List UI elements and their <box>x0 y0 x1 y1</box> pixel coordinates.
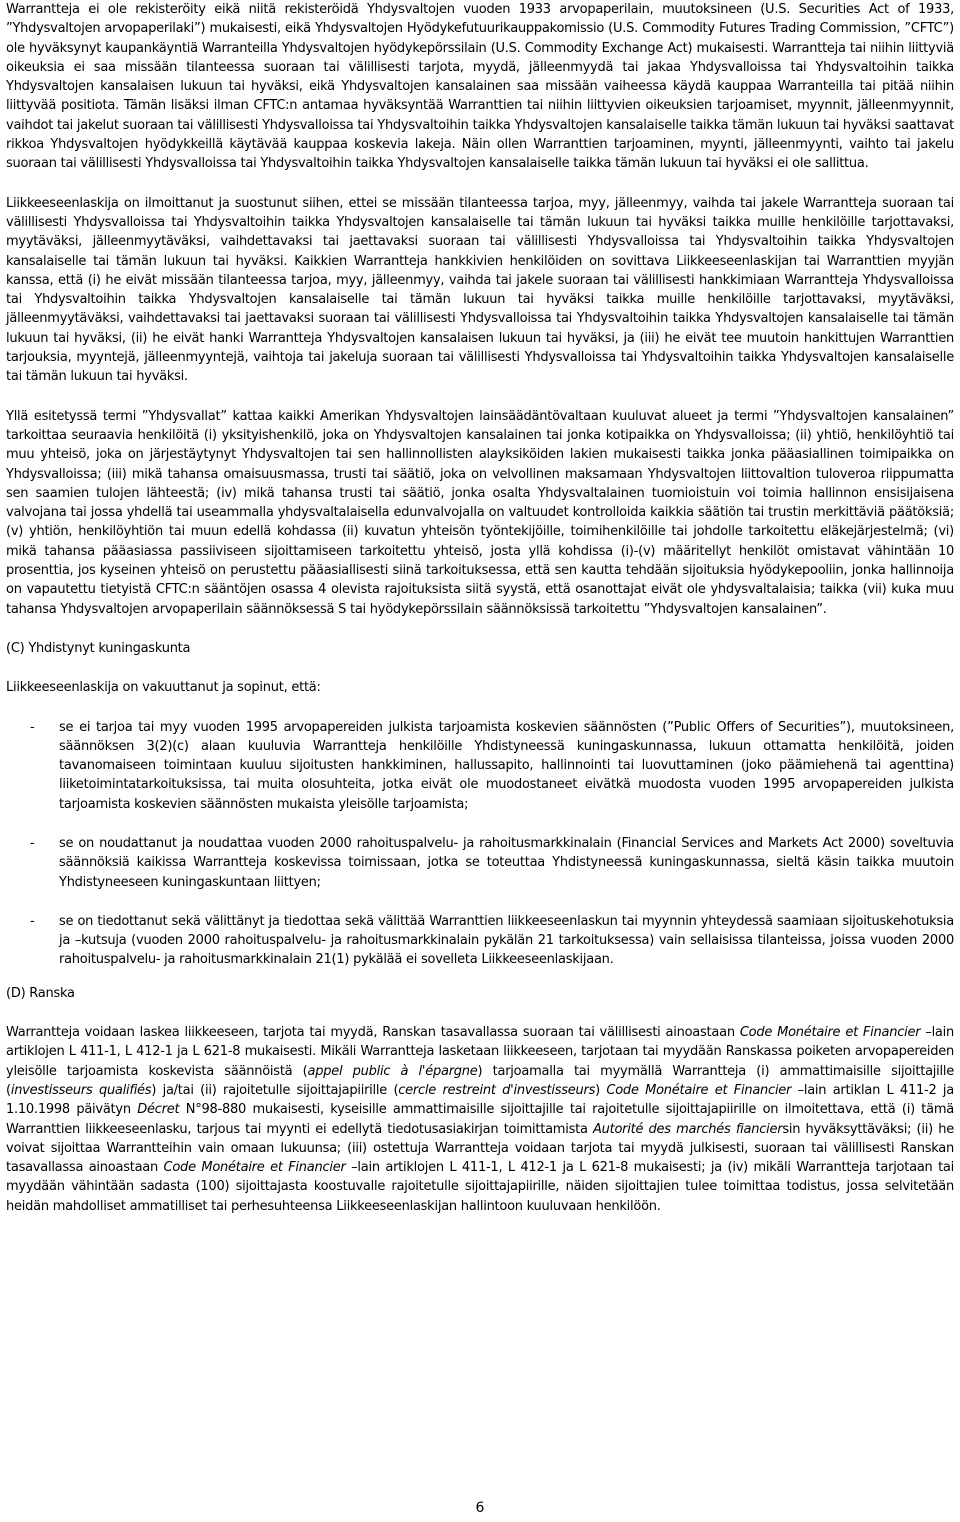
uk-section-intro: Liikkeeseenlaskija on vakuuttanut ja sopinut, että: <box>6 680 321 696</box>
bullet-dash: - <box>30 913 35 929</box>
france-text: ) <box>595 1082 607 1098</box>
france-italic-term: Décret <box>137 1102 180 1118</box>
uk-bullet-item <box>6 834 954 892</box>
france-italic-term: appel public à l'épargne <box>307 1063 478 1079</box>
france-text: –lain artiklojen L 411-1, L 412-1 ja L 621-8 mukaisesti. Mikäli Warrantteja lasketaan liikkeeseen, tarjotaan tai myydään Ranskassa poiketen arvopapereiden yleisölle tarjoamista koskevista säännöistä ( <box>6 1025 954 1079</box>
france-italic-term: Autorité des marchés fiancier <box>592 1121 783 1137</box>
france-italic-term: cercle restreint d'investisseurs <box>398 1082 596 1098</box>
page-number: 6 <box>475 1500 485 1516</box>
france-italic-term: Code Monétaire et Financier <box>739 1025 921 1041</box>
uk-bullet-list <box>6 718 954 970</box>
france-text: Warrantteja voidaan laskea liikkeeseen, tarjota tai myydä, Ranskan tasavallassa suoraan tai välillisesti ainoastaan <box>6 1025 740 1041</box>
france-text: –lain artiklan L 411-2 ja 1.10.1998 päivätyn <box>6 1082 954 1118</box>
france-text: N°98-880 mukaisesti, kyseisille ammattimaisille sijoittajille tai rajoitetulle sijoittajapiirille on ilmoitettava, että (i) tämä Warranttien liikkeeseenlasku, tarjous tai myynti ei edellytä tiedotusasiakirjan toimittamista <box>6 1102 954 1137</box>
france-text: –lain artiklojen L 411-1, L 412-1 ja L 621-8 mukaisesti; ja (iv) mikäli Warrantteja tarjotaan tai myydään vähintään sadasta (100) sijoittajasta koostuvalle rajoitetulle sijoittajapiirille, näiden sijoittajien tulee toimittaa todistus, jossa selvitetään heidän mahdolliset ammatilliset tai perhesuhteensa Liikkeeseenlaskijan hallintoon kuuluvaan henkilöön. <box>6 1160 954 1214</box>
france-italic-term: investisseurs qualifiés <box>10 1082 152 1098</box>
uk-bullet-text: se on tiedottanut sekä välittänyt ja tiedottaa sekä välittää Warranttien liikkeeseenlaskun tai myynnin yhteydessä saamiaan sijoituskehotuksia ja –kutsuja (vuoden 2000 rahoituspalvelu- ja rahoitusmarkkinalain pykälän 21 tarkoituksessa) vain sellaisissa tilanteissa, joissa vuoden 2000 rahoituspalvelu- ja rahoitusmarkkinalain 21(1) pykälää ei sovelleta Liikkeeseenlaskijaan. <box>59 913 954 968</box>
us-restriction-paragraph: Warrantteja ei ole rekisteröity eikä niitä rekisteröidä Yhdysvaltojen vuoden 1933 arvopaperilain, muutoksineen (U.S. Securities Act of 1933, ”Yhdysvaltojen arvopaperilaki”) mukaisesti, eikä Yhdysvaltojen Hyödykefutuurikauppakomissio (U.S. Commodity Futures Trading Commission, ”CFTC”) ole hyväksynyt kaupankäyntiä Warranteilla Yhdysvaltojen hyödykepörssilain (U.S. Commodity Exchange Act) mukaisesti. Warrantteja tai niihin liittyviä oikeuksia ei saa missään tilanteessa suoraan tai välillisesti tarjota, myydä, jälleenmyydä tai jakaa Yhdysvalloissa tai Yhdysvaltoihin taikka Yhdysvaltojen kansalaisen lukuun tai hyväksi, eikä Yhdysvaltojen kansalainen saa missään vaiheessa käydä kauppaa Warranteilla tai pitää niihin liittyvää positiota. Tämän lisäksi ilman CFTC:n antamaa hyväksyntää Warranttien tai niihin liittyvien oikeuksien tarjoamiset, myynnit, jälleenmyynnit, vaihdot tai jakelut suoraan tai välillisesti Yhdysvalloissa tai Yhdysvaltoihin taikka Yhdysvaltojen kansalaiselle taikka tämän lukuun tai hyväksi saattavat rikkoa Yhdysvaltojen hyödykkeillä käytävää kauppaa koskevia lakeja. Näin ollen Warranttien tarjoaminen, myynti, jälleenmyynti, vaihto tai jakelu suoraan tai välillisesti Yhdysvalloissa tai Yhdysvaltoihin taikka Yhdysvaltojen kansalaiselle taikka tämän lukuun tai hyväksi ei ole sallittua. <box>6 2 954 172</box>
france-text: ) tarjoamalla tai myymällä Warrantteja (i) ammattimaisille sijoittajille ( <box>6 1063 954 1098</box>
bullet-dash: - <box>30 835 35 851</box>
france-text: ) ja/tai (ii) rajoitetulle sijoittajapiirille ( <box>151 1082 399 1098</box>
issuer-undertaking-paragraph: Liikkeeseenlaskija on ilmoittanut ja suostunut siihen, ettei se missään tilanteessa tarjoa, myy, jälleenmyy, vaihda tai jakele Warrantteja suoraan tai välillisesti Yhdysvalloissa tai Yhdysvaltoihin taikka Yhdysvaltojen kansalaiselle tai tämän lukuun tai hyväksi taikka muille henkilöille tarjottavaksi, myytäväksi, jälleenmyytäväksi, vaihdettavaksi tai jaettavaksi suoraan tai välillisesti Yhdysvalloissa tai Yhdysvaltoihin taikka Yhdysvaltojen kansalaiselle tai tämän lukuun tai hyväksi. Kaikkien Warrantteja hankkivien henkilöiden on sovittava Liikkeeseenlaskijan tai Warranttien myyjän kanssa, että (i) he eivät missään tilanteessa tarjoa, myy, jälleenmyy, vaihda tai jakele suoraan tai välillisesti hankkimiaan Warrantteja Yhdysvalloissa tai Yhdysvaltoihin taikka Yhdysvaltojen kansalaiselle tai tämän lukuun tai hyväksi taikka muille henkilöille tarjottavaksi, myytäväksi, jälleenmyytäväksi, vaihdettavaksi tai jaettavaksi suoraan tai välillisesti Yhdysvalloissa tai Yhdysvaltoihin taikka Yhdysvaltojen kansalaiselle tai tämän lukuun tai hyväksi, (ii) he eivät hanki Warrantteja Yhdysvaltojen kansalaisen lukuun tai hyväksi, ja (iii) he eivät tee muutoin hankittujen Warranttien tarjouksia, myyntejä, jälleenmyyntejä, vaihtoja tai jakeluja suoraan tai välillisesti Yhdysvalloissa tai Yhdysvaltoihin taikka Yhdysvaltojen kansalaiselle tai tämän lukuun tai hyväksi. <box>6 195 954 385</box>
us-definitions-paragraph: Yllä esitetyssä termi ”Yhdysvallat” kattaa kaikki Amerikan Yhdysvaltojen lainsäädäntövaltaan kuuluvat alueet ja termi ”Yhdysvaltojen kansalainen” tarkoittaa seuraavia henkilöitä (i) yksityishenkilö, joka on Yhdysvaltojen kansalainen tai jonka kotipaikka on Yhdysvalloissa; (ii) yhtiö, henkilöyhtiö tai muu yhteisö, joka on järjestäytynyt Yhdysvaltojen tai sen hallinnollisten alayksiköiden lakien mukaisesti taikka jonka pääasiallinen toimipaikka on Yhdysvalloissa; (iii) mikä tahansa omaisuusmassa, trusti tai säätiö, joka on velvollinen maksamaan Yhdysvaltojen liittovaltion tuloveroa riippumatta sen saamien tulojen lähteestä; (iv) mikä tahansa trusti tai säätiö, jonka osalta Yhdysvaltalainen tuomioistuin voi toimia hallinnon ensisijaisena valvojana tai jossa yhdellä tai useammalla yhdysvaltalaisella edunvalvojalla on valtuudet kontrolloida kaikkia säätiön tai trustin merkittäviä päätöksiä; (v) yhtiön, henkilöyhtiön tai muun edellä kohdassa (ii) kuvatun yhteisön työntekijöille, toimihenkilöille tai johdolle tarkoitettu eläkejärjestelmä; (vi) mikä tahansa pääasiassa passiiviseen sijoittamiseen tarkoitettu yhteisö, josta yllä kohdissa (i)-(v) määritellyt henkilöt omistavat vähintään 10 prosenttia, jos kyseinen yhteisö on perustettu pääasiallisesti siinä tarkoituksessa, että sen kautta tehdään sijoituksia hyödykepooliin, jonka hallinnoija on vapautettu tietyistä CFTC:n sääntöjen osassa 4 olevista rajoituksista siitä syystä, että osanottajat eivät ole yhdysvaltalaisia; taikka (vii) kuka muu tahansa Yhdysvaltojen arvopaperilain säännöksessä S tai hyödykepörssilain säännöksissä tarkoitettu ”Yhdysvaltojen kansalainen”. <box>6 408 954 617</box>
uk-bullet-text: se on noudattanut ja noudattaa vuoden 2000 rahoituspalvelu- ja rahoitusmarkkinalain (Financial Services and Markets Act 2000) soveltuvia säännöksiä kaikissa Warrantteja koskevissa toimissaan, jotka se toteuttaa Yhdistyneessä kuningaskunnassa, sieltä käsin taikka muutoin Yhdistyneeseen kuningaskuntaan liittyen; <box>59 835 954 890</box>
france-text: sin hyväksyttäväksi; (ii) he voivat sijoittaa Warrantteihin vain omaan lukuunsa; (iii) ostettuja Warrantteja voidaan tarjota tai myydä julkisesti, suoraan tai välillisesti Ranskan tasavallassa ainoastaan <box>6 1121 954 1176</box>
uk-section-heading: (C) Yhdistynyt kuningaskunta <box>6 640 191 656</box>
uk-bullet-text: se ei tarjoa tai myy vuoden 1995 arvopapereiden julkista tarjoamista koskevien säännösten (”Public Offers of Securities”), muutoksineen, säännöksen 3(2)(c) alaan kuuluvia Warrantteja henkilöille Yhdistyneessä kuningaskunnassa, lukuun ottamatta henkilöitä, joiden tavanomaiseen toimintaan kuuluu sijoitusten hankkiminen, hallussapito, hallinnointi tai luovuttaminen (joko päämiehenä tai agenttina) liiketoimintatarkoituksissa, tai muita olosuhteita, jotka eivät ole muodostaneet eivätkä muodosta vuoden 1995 arvopapereiden julkista tarjoamista koskevien säännösten mukaista yleisölle tarjoamista; <box>59 719 954 812</box>
france-italic-term: Code Monétaire et Financier <box>606 1082 792 1098</box>
france-section-heading: (D) Ranska <box>6 985 75 1001</box>
uk-bullet-item <box>6 718 954 814</box>
uk-bullet-item <box>6 912 954 970</box>
france-italic-term: Code Monétaire et Financier <box>163 1160 346 1176</box>
france-section-body <box>6 1023 954 1216</box>
bullet-dash: - <box>30 719 35 735</box>
